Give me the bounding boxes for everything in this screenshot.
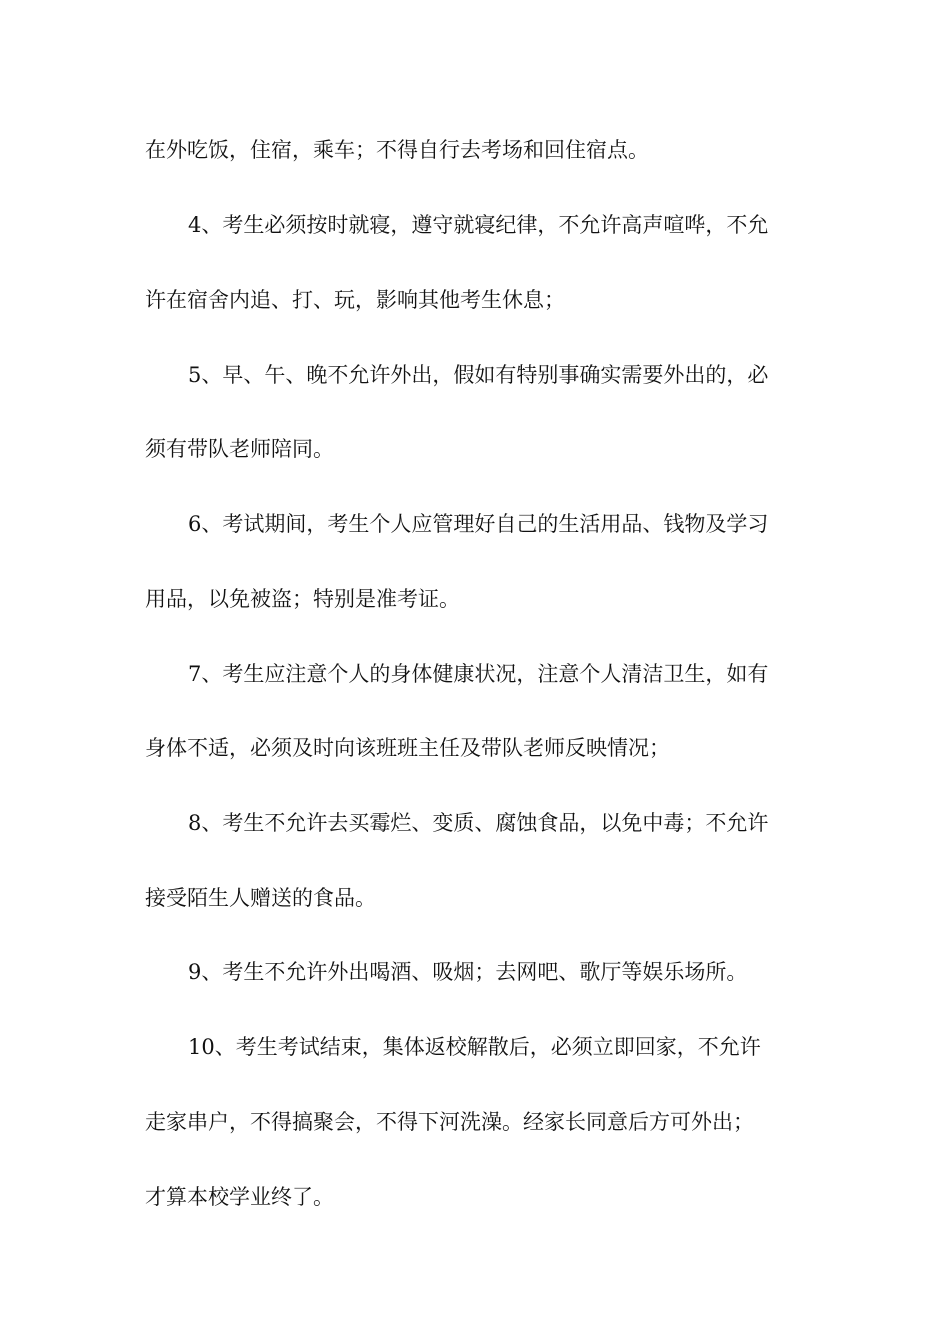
text-line: 4、考生必须按时就寝，遵守就寝纪律，不允许高声喧哗，不允 (188, 213, 769, 237)
text-line: 身体不适，必须及时向该班班主任及带队老师反映情况； (145, 736, 670, 760)
text-line: 7、考生应注意个人的身体健康状况，注意个人清洁卫生，如有 (188, 662, 769, 686)
text-line: 用品，以免被盗；特别是准考证。 (145, 587, 460, 611)
text-line: 走家串户，不得搞聚会，不得下河洗澡。经家长同意后方可外出； (145, 1110, 754, 1134)
text-line: 9、考生不允许外出喝酒、吸烟；去网吧、歌厅等娱乐场所。 (188, 960, 748, 984)
text-line: 5、早、午、晚不允许外出，假如有特别事确实需要外出的，必 (188, 363, 769, 387)
text-line: 在外吃饭，住宿，乘车；不得自行去考场和回住宿点。 (145, 138, 649, 162)
text-line: 接受陌生人赠送的食品。 (145, 886, 376, 910)
text-line: 10、考生考试结束，集体返校解散后，必须立即回家，不允许 (188, 1035, 761, 1059)
text-line: 6、考试期间，考生个人应管理好自己的生活用品、钱物及学习 (188, 512, 769, 536)
text-line: 须有带队老师陪同。 (145, 437, 334, 461)
text-line: 才算本校学业终了。 (145, 1185, 334, 1209)
text-line: 8、考生不允许去买霉烂、变质、腐蚀食品，以免中毒；不允许 (188, 811, 769, 835)
text-line: 许在宿舍内追、打、玩，影响其他考生休息； (145, 288, 565, 312)
